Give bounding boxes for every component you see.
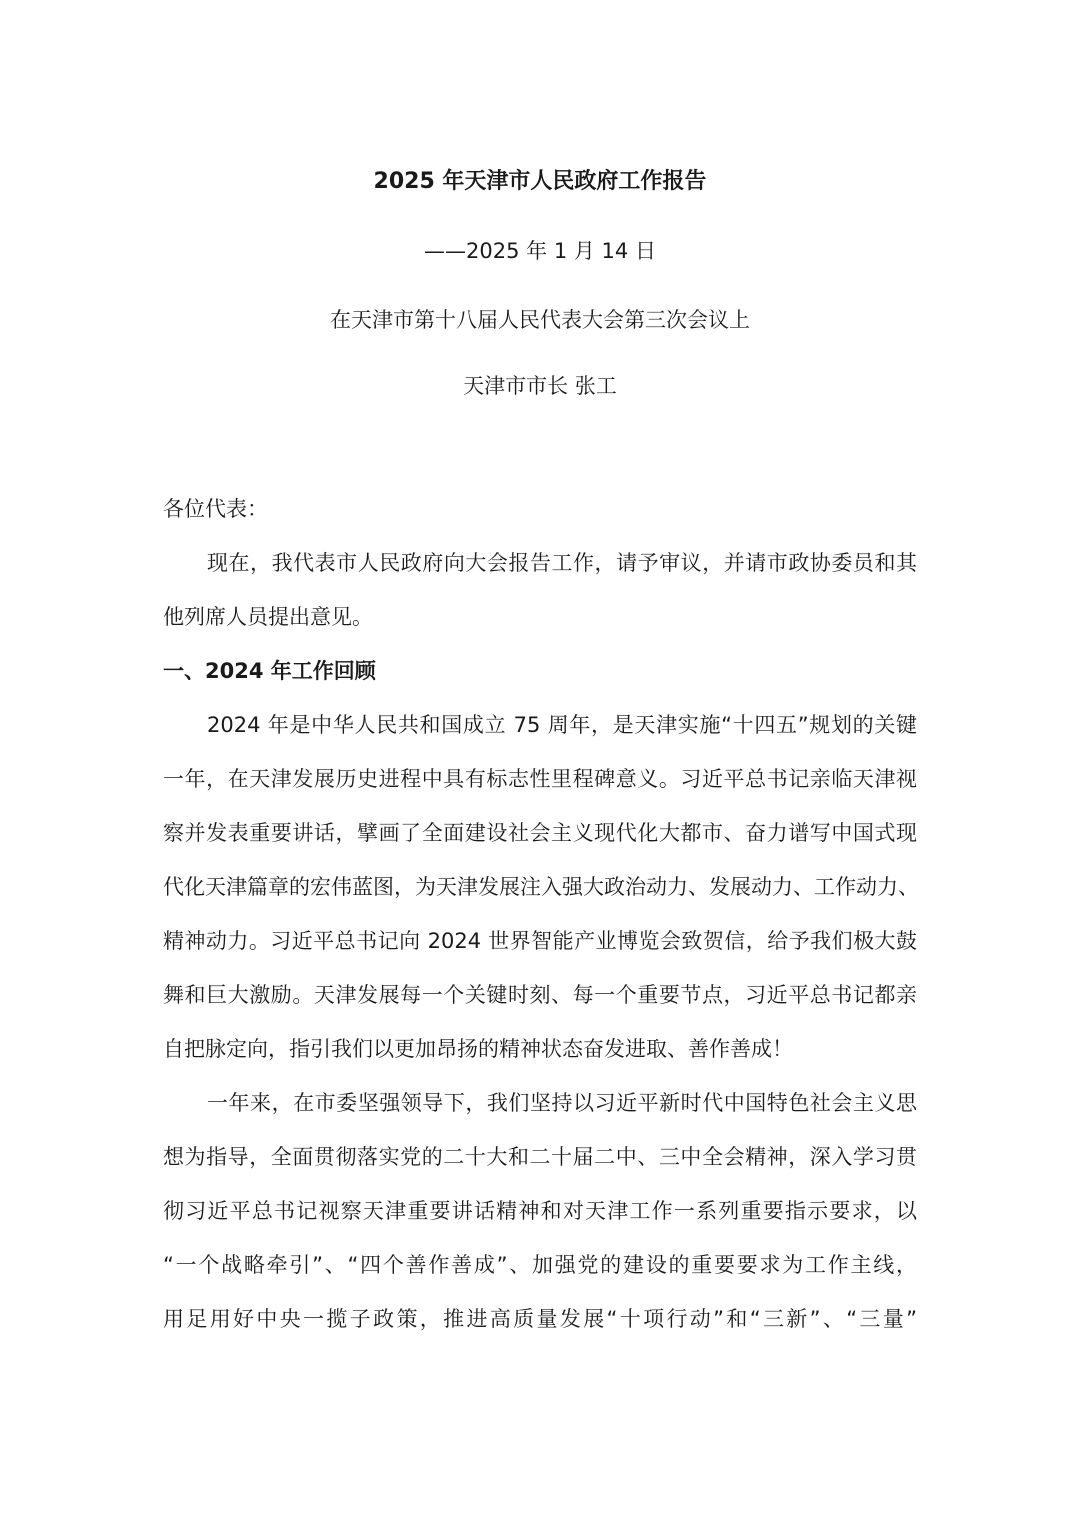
paragraph-line: 精神动力。习近平总书记向 2024 世界智能产业博览会致贺信，给予我们极大鼓 bbox=[163, 929, 917, 953]
paragraph-line: 用足用好中央一揽子政策，推进高质量发展“十项行动”和“三新”、“三量” bbox=[163, 1307, 917, 1331]
document-title: 2025 年天津市人民政府工作报告 bbox=[373, 169, 707, 194]
paragraph-line: 自把脉定向，指引我们以更加昂扬的精神状态奋发进取、善作善成！ bbox=[163, 1037, 793, 1061]
paragraph-line: 舞和巨大激励。天津发展每一个关键时刻、每一个重要节点，习近平总书记都亲 bbox=[163, 983, 917, 1007]
paragraph-line: 察并发表重要讲话，擘画了全面建设社会主义现代化大都市、奋力谱写中国式现 bbox=[163, 821, 917, 845]
salutation: 各位代表： bbox=[163, 497, 268, 521]
paragraph-line: 2024 年是中华人民共和国成立 75 周年，是天津实施“十四五”规划的关键 bbox=[207, 713, 917, 737]
date-line: ——2025 年 1 月 14 日 bbox=[424, 239, 656, 263]
intro-line: 现在，我代表市人民政府向大会报告工作，请予审议，并请市政协委员和其 bbox=[207, 551, 917, 575]
paragraph-line: 想为指导，全面贯彻落实党的二十大和二十届二中、三中全会精神，深入学习贯 bbox=[163, 1145, 917, 1169]
paragraph-line: 代化天津篇章的宏伟蓝图，为天津发展注入强大政治动力、发展动力、工作动力、 bbox=[163, 875, 919, 899]
paragraph-line: “一个战略牵引”、“四个善作善成”、加强党的建设的重要要求为工作主线， bbox=[163, 1253, 917, 1277]
speaker-line: 天津市市长 张工 bbox=[463, 374, 617, 398]
paragraph-line: 一年来，在市委坚强领导下，我们坚持以习近平新时代中国特色社会主义思 bbox=[207, 1091, 917, 1115]
intro-line: 他列席人员提出意见。 bbox=[163, 605, 373, 629]
paragraph-line: 一年，在天津发展历史进程中具有标志性里程碑意义。习近平总书记亲临天津视 bbox=[163, 767, 917, 791]
section-heading: 一、2024 年工作回顾 bbox=[163, 659, 376, 683]
paragraph-line: 彻习近平总书记视察天津重要讲话精神和对天津工作一系列重要指示要求，以 bbox=[163, 1199, 917, 1223]
venue-line: 在天津市第十八届人民代表大会第三次会议上 bbox=[330, 308, 750, 332]
report-body bbox=[163, 482, 917, 1346]
